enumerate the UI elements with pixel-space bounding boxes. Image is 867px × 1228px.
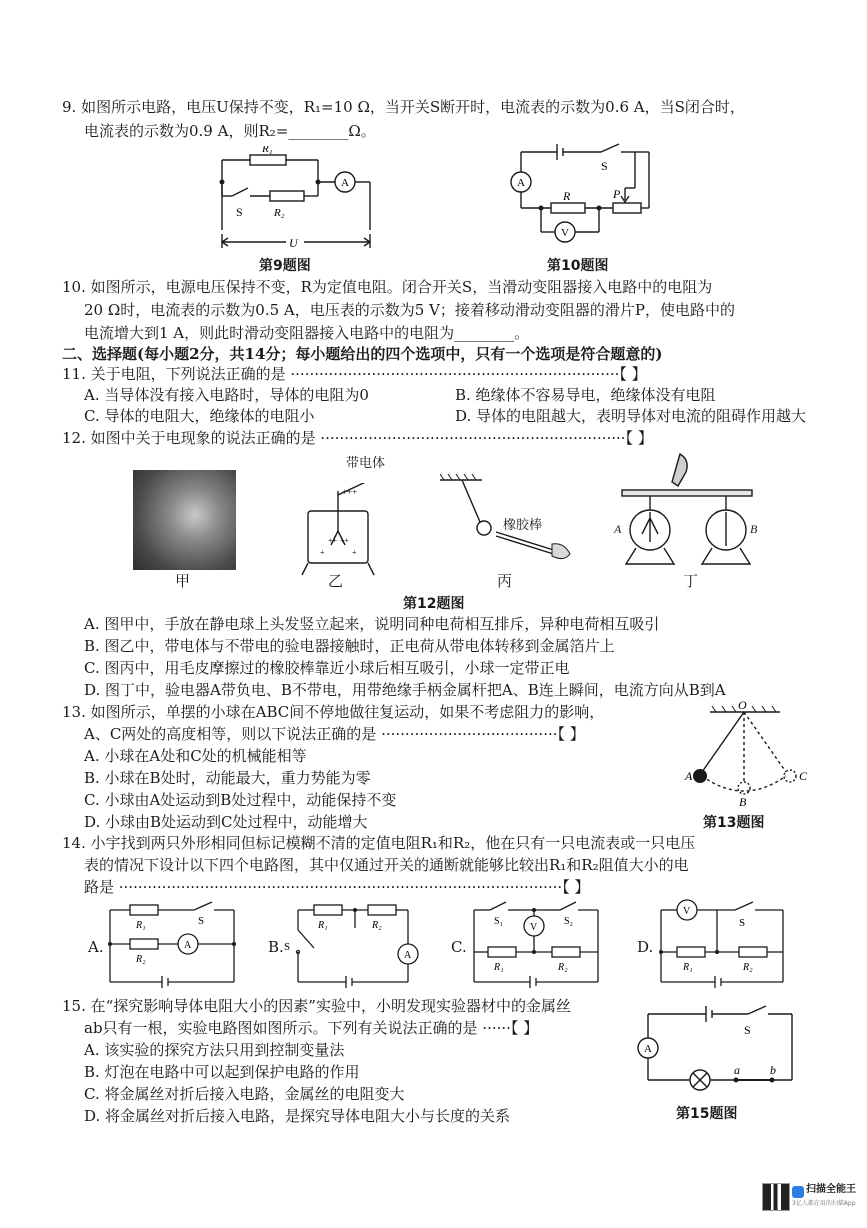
q9-figure-caption: 第9题图: [259, 258, 311, 274]
svg-text:+++: +++: [342, 487, 358, 497]
q12-photo-jia: [133, 470, 236, 570]
q14c-label-voltmeter: V: [530, 922, 538, 933]
q14c-label-r1: R₁: [494, 962, 504, 973]
q14-circuit-d: [655, 898, 795, 988]
q10-line3: 电流增大到1 A，则此时滑动变阻器接入电路中的电阻为________。: [84, 324, 530, 342]
q14d-label-r2: R₂: [743, 962, 753, 973]
q15-option-c: C. 将金属丝对折后接入电路，金属丝的电阻变大: [84, 1085, 405, 1103]
q13-option-c: C. 小球由A处运动到B处过程中，动能保持不变: [84, 791, 397, 809]
q10-label-ammeter: A: [517, 177, 525, 189]
q12-figure-yi: [298, 483, 378, 578]
q13-label-b: B: [739, 795, 747, 809]
q9-circuit-diagram: [210, 146, 380, 256]
svg-text:++: ++: [328, 536, 338, 545]
q9-label-u: U: [289, 236, 298, 250]
q14a-label-s: S: [198, 915, 205, 927]
q14-line2: 表的情况下设计以下四个电路图，其中仅通过开关的通断就能够比较出R₁和R₂阻值大小的电: [84, 856, 689, 874]
q13-pendulum-diagram: [680, 700, 810, 810]
q13-option-d: D. 小球由B处运动到C处过程中，动能增大: [84, 813, 368, 831]
section-heading: 二、选择题(每小题2分，共14分；每小题给出的四个选项中，只有一个选项是符合题意的): [62, 345, 663, 363]
q11-option-c: C. 导体的电阻大，绝缘体的电阻小: [84, 407, 315, 425]
q12-figure-ding: [612, 450, 762, 575]
q13-option-a: A. 小球在A处和C处的机械能相等: [84, 747, 307, 765]
q15-label-s: S: [744, 1023, 751, 1037]
q14-option-d-label: D.: [637, 938, 654, 956]
q13-label-o: O: [738, 700, 747, 712]
q9-line1: 9. 如图所示电路，电压U保持不变，R₁=10 Ω，当开关S断开时，电流表的示数为0.6 A，当S闭合时，: [62, 98, 745, 116]
q15-label-ammeter: A: [644, 1043, 652, 1055]
q12-label-b: B: [750, 522, 758, 536]
q14-line1: 14. 小宇找到两只外形相同但标记模糊不清的定值电阻R₁和R₂，他在只有一只电流表或一只电压: [62, 834, 696, 852]
q14-line3: 路是 ·····························································································【 】: [84, 878, 590, 896]
q14d-label-r1: R₁: [683, 962, 693, 973]
q14-circuit-b: [284, 898, 424, 988]
watermark-title: 扫描全能王: [806, 1184, 856, 1195]
q12-label-a: A: [614, 522, 622, 536]
q14-circuit-c: [468, 898, 608, 988]
q9-label-r2: R₂: [274, 207, 285, 219]
q9-label-r1: R₁: [262, 146, 273, 155]
scanner-app-icon: [792, 1186, 804, 1198]
q10-label-p: P: [613, 187, 621, 201]
q12-option-c: C. 图丙中，用毛皮摩擦过的橡胶棒靠近小球后相互吸引，小球一定带正电: [84, 659, 570, 677]
q12-sub-yi: 乙: [328, 572, 344, 590]
q14-option-b-label: B.: [268, 938, 284, 956]
q14-option-c-label: C.: [451, 938, 467, 956]
q15-label-b: b: [770, 1063, 776, 1077]
q13-line2: A、C两处的高度相等，则以下说法正确的是 ·····································【 】: [84, 725, 585, 743]
q10-label-r: R: [563, 189, 571, 203]
q13-line1: 13. 如图所示，单摆的小球在ABC间不停地做往复运动，如果不考虑阻力的影响，: [62, 703, 605, 721]
q12-figure-caption: 第12题图: [403, 596, 465, 612]
q15-line1: 15. 在“探究影响导体电阻大小的因素”实验中，小明发现实验器材中的金属丝: [62, 997, 571, 1015]
q12-option-d: D. 图丁中，验电器A带负电、B不带电，用带绝缘手柄金属杆把A、B连上瞬间，电流方向从B到A: [84, 681, 726, 699]
q10-circuit-diagram: [505, 140, 655, 252]
q13-label-a: A: [685, 769, 693, 783]
q13-label-c: C: [799, 769, 808, 783]
q14b-label-r1: R₁: [318, 920, 328, 931]
q11-option-a: A. 当导体没有接入电路时，导体的电阻为0: [84, 386, 369, 404]
q15-label-a: a: [734, 1063, 740, 1077]
q15-option-a: A. 该实验的探究方法只用到控制变量法: [84, 1041, 345, 1059]
q11-stem: 11. 关于电阻，下列说法正确的是 ·····································································【 】: [62, 365, 647, 383]
q15-circuit-diagram: [636, 994, 806, 1102]
watermark-subtitle: 3亿人都在用的扫描App: [792, 1200, 856, 1207]
q14-circuit-a: [104, 898, 244, 988]
q11-option-d: D. 导体的电阻越大，表明导体对电流的阻碍作用越大: [455, 407, 807, 425]
q14b-label-s: S: [284, 941, 291, 953]
q14b-label-ammeter: A: [404, 950, 412, 961]
q14d-label-voltmeter: V: [683, 906, 691, 917]
q10-label-s: S: [601, 159, 608, 173]
q14a-label-r1: R₁: [136, 920, 146, 931]
q9-label-s: S: [236, 205, 243, 219]
q15-option-d: D. 将金属丝对折后接入电路，是探究导体电阻大小与长度的关系: [84, 1107, 511, 1125]
q10-label-voltmeter: V: [561, 227, 569, 239]
q12-sub-bing: 丙: [497, 572, 513, 590]
qr-code-icon: [762, 1183, 790, 1211]
q12-sub-ding: 丁: [683, 572, 699, 590]
q10-line1: 10. 如图所示，电源电压保持不变，R为定值电阻。闭合开关S，当滑动变阻器接入电路中的电阻为: [62, 278, 713, 296]
q15-line2: ab只有一根，实验电路图如图所示。下列有关说法正确的是 ······【 】: [84, 1019, 539, 1037]
q12-stem: 12. 如图中关于电现象的说法正确的是 ································································【 】: [62, 429, 653, 447]
q12-label-rubber-rod: 橡胶棒: [503, 518, 543, 533]
q14a-label-r2: R₂: [136, 954, 146, 965]
q14c-label-s2: S₂: [564, 916, 574, 927]
q12-option-a: A. 图甲中，手放在静电球上头发竖立起来，说明同种电荷相互排斥，异种电荷相互吸引: [84, 615, 660, 633]
q14d-label-s: S: [739, 917, 746, 929]
q12-sub-jia: 甲: [175, 572, 191, 590]
q14c-label-s1: S₁: [494, 916, 504, 927]
q15-figure-caption: 第15题图: [676, 1106, 738, 1122]
q14c-label-r2: R₂: [558, 962, 568, 973]
q12-option-b: B. 图乙中，带电体与不带电的验电器接触时，正电荷从带电体转移到金属箔片上: [84, 637, 615, 655]
q14b-label-r2: R₂: [372, 920, 382, 931]
svg-text:+: +: [320, 548, 325, 557]
q13-figure-caption: 第13题图: [703, 815, 765, 831]
q10-figure-caption: 第10题图: [547, 258, 609, 274]
svg-text:+: +: [352, 548, 357, 557]
q13-option-b: B. 小球在B处时，动能最大，重力势能为零: [84, 769, 371, 787]
q11-option-b: B. 绝缘体不容易导电，绝缘体没有电阻: [455, 386, 716, 404]
q15-option-b: B. 灯泡在电路中可以起到保护电路的作用: [84, 1063, 360, 1081]
q14-option-a-label: A.: [88, 938, 104, 956]
svg-text:++: ++: [340, 536, 350, 545]
q14a-label-ammeter: A: [184, 940, 192, 951]
q9-label-ammeter: A: [341, 177, 349, 189]
q10-line2: 20 Ω时，电流表的示数为0.5 A，电压表的示数为5 V；接着移动滑动变阻器的滑片P，使电路中的: [84, 301, 735, 319]
q9-line2: 电流表的示数为0.9 A，则R₂=________Ω。: [84, 122, 376, 140]
q12-label-charged-body: 带电体: [346, 456, 386, 471]
